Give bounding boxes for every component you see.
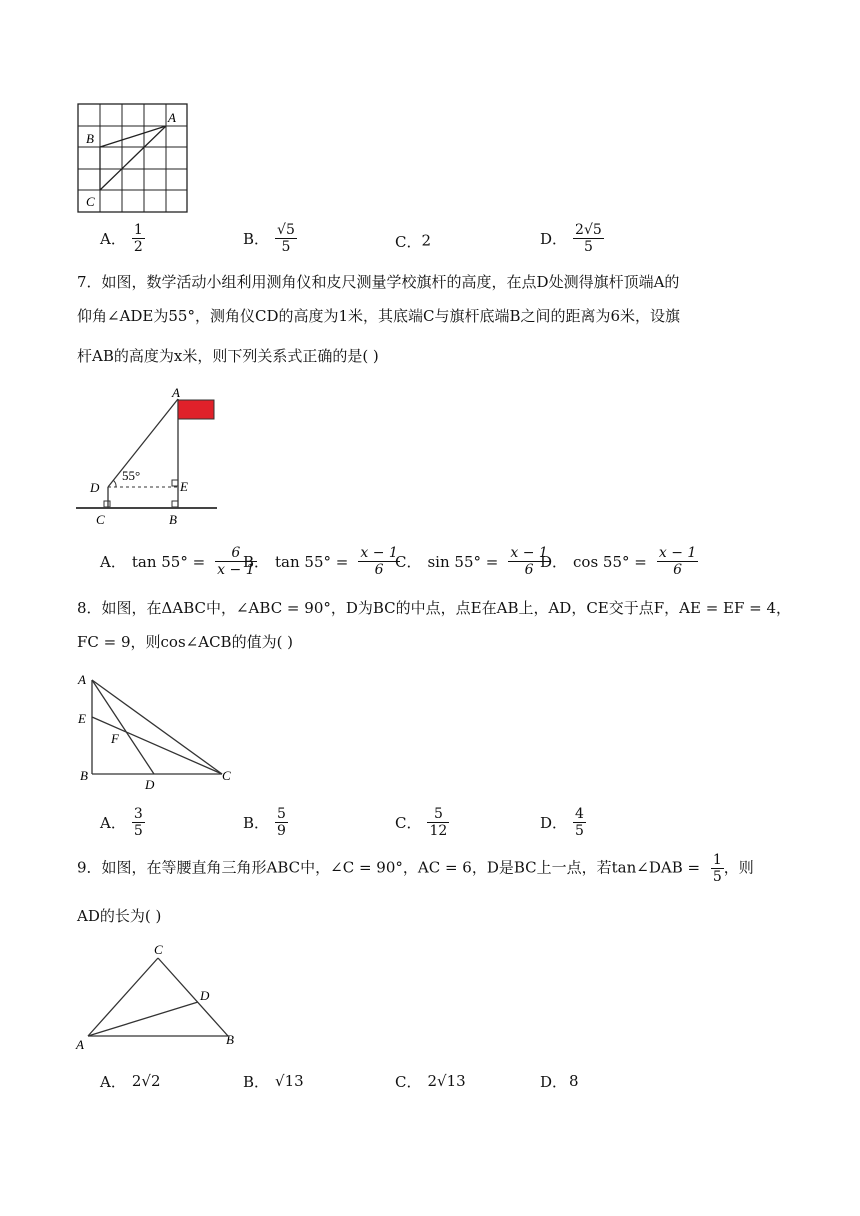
- option-value: 8: [569, 1071, 579, 1090]
- q6-option-b[interactable]: [243, 222, 297, 255]
- fraction: $\frac{x - 1}{6}$: [510, 545, 548, 578]
- option-lhs: tan 55° =: [131, 552, 206, 571]
- option-lhs: cos 55° =: [573, 552, 647, 571]
- q9-option-c[interactable]: [395, 1071, 466, 1092]
- q6-option-d[interactable]: [540, 222, 604, 255]
- q8-label-a: A: [78, 672, 86, 687]
- option-value: 2√13: [427, 1071, 466, 1090]
- option-letter: B．: [243, 553, 270, 571]
- q7-angle-label: 55°: [122, 468, 141, 483]
- q6-label-b: B: [86, 131, 94, 146]
- q8-stem-line2: FC = 9，则cos∠ACB的值为( ): [77, 633, 294, 651]
- q8-option-a[interactable]: [100, 806, 145, 839]
- option-letter: A．: [100, 1073, 126, 1091]
- q7-label-e: E: [180, 479, 188, 494]
- q8-triangle-figure: [72, 668, 242, 793]
- q7-label-d: D: [90, 480, 100, 495]
- q8-label-d: D: [145, 777, 155, 792]
- fraction: $\frac{6}{x - 1}$: [217, 545, 255, 578]
- option-letter: D．: [540, 230, 568, 248]
- q7-option-a[interactable]: [100, 545, 257, 578]
- option-value: 2: [421, 231, 432, 250]
- q8-label-c: C: [222, 768, 231, 783]
- q7-option-c[interactable]: [395, 545, 550, 578]
- option-letter: C．: [395, 233, 422, 251]
- option-letter: B．: [243, 814, 270, 832]
- fraction: $\frac{x - 1}{6}$: [658, 545, 697, 578]
- fraction: $\frac{2√5}{5}$: [575, 222, 602, 255]
- option-value: √13: [275, 1071, 304, 1090]
- q7-label-a: A: [172, 385, 180, 400]
- q6-grid-figure: [70, 100, 200, 218]
- option-letter: D．: [540, 1073, 568, 1091]
- q9-label-c: C: [154, 942, 163, 957]
- q6-option-c[interactable]: [395, 231, 431, 252]
- fraction: $\frac{x - 1}{6}$: [360, 545, 398, 578]
- q8-label-f: F: [111, 731, 119, 746]
- q8-label-e: E: [78, 711, 86, 726]
- q6-label-c: C: [86, 194, 95, 209]
- q8-option-c[interactable]: [395, 806, 449, 839]
- q9-triangle-figure: [72, 938, 252, 1053]
- q7-label-b: B: [169, 512, 177, 527]
- q9-option-b[interactable]: [243, 1071, 304, 1092]
- option-lhs: sin 55° =: [427, 552, 499, 571]
- q7-label-c: C: [96, 512, 105, 527]
- option-letter: A．: [100, 230, 126, 248]
- q7-stem-line3: 杆AB的高度为x米，则下列关系式正确的是( ): [77, 347, 379, 365]
- q9-label-d: D: [200, 988, 210, 1003]
- q9-label-a: A: [76, 1037, 84, 1052]
- fraction: $\frac{1}{5}$: [712, 852, 722, 885]
- option-letter: C．: [395, 814, 422, 832]
- fraction: $\frac{1}{2}$: [133, 222, 143, 255]
- q6-label-a: A: [168, 110, 176, 125]
- q7-option-d[interactable]: [540, 545, 698, 578]
- option-letter: A．: [100, 814, 126, 832]
- q7-stem-line1: 7．如图，数学活动小组利用测角仪和皮尺测量学校旗杆的高度，在点D处测得旗杆顶端A的: [77, 273, 680, 291]
- fraction: $\frac{4}{5}$: [575, 806, 584, 839]
- q7-option-b[interactable]: [243, 545, 400, 578]
- option-letter: D．: [540, 553, 568, 571]
- option-letter: B．: [243, 1073, 270, 1091]
- option-letter: C．: [395, 553, 422, 571]
- option-lhs: tan 55° =: [275, 552, 349, 571]
- q6-option-a[interactable]: [100, 222, 145, 255]
- option-letter: D．: [540, 814, 568, 832]
- option-letter: C．: [395, 1073, 422, 1091]
- q9-option-d[interactable]: [540, 1071, 579, 1092]
- q9-stem-line1: 9．如图，在等腰直角三角形ABC中，∠C = 90°，AC = 6，D是BC上一点，若tan∠DAB = $\frac{1}{5}$ ，则: [77, 852, 754, 885]
- q8-stem-line1: 8．如图，在ΔABC中，∠ABC = 90°，D为BC的中点，点E在AB上，AD，CE交于点F，AE = EF = 4，: [77, 599, 792, 617]
- option-letter: A．: [100, 553, 126, 571]
- q9-label-b: B: [226, 1032, 234, 1047]
- q8-option-b[interactable]: [243, 806, 288, 839]
- fraction: $\frac{5}{12}$: [429, 806, 448, 839]
- fraction: $\frac{√5}{5}$: [277, 222, 295, 255]
- q9-stem-line2: AD的长为( ): [77, 907, 162, 925]
- q8-label-b: B: [80, 768, 88, 783]
- q9-option-a[interactable]: [100, 1071, 161, 1092]
- fraction: $\frac{3}{5}$: [133, 806, 143, 839]
- option-value: 2√2: [131, 1071, 161, 1090]
- q7-flagpole-figure: [72, 385, 222, 530]
- fraction: $\frac{5}{9}$: [277, 806, 286, 839]
- q7-stem-line2: 仰角∠ADE为55°，测角仪CD的高度为1米，其底端C与旗杆底端B之间的距离为6米，设旗: [77, 307, 681, 325]
- option-letter: B．: [243, 230, 270, 248]
- q8-option-d[interactable]: [540, 806, 586, 839]
